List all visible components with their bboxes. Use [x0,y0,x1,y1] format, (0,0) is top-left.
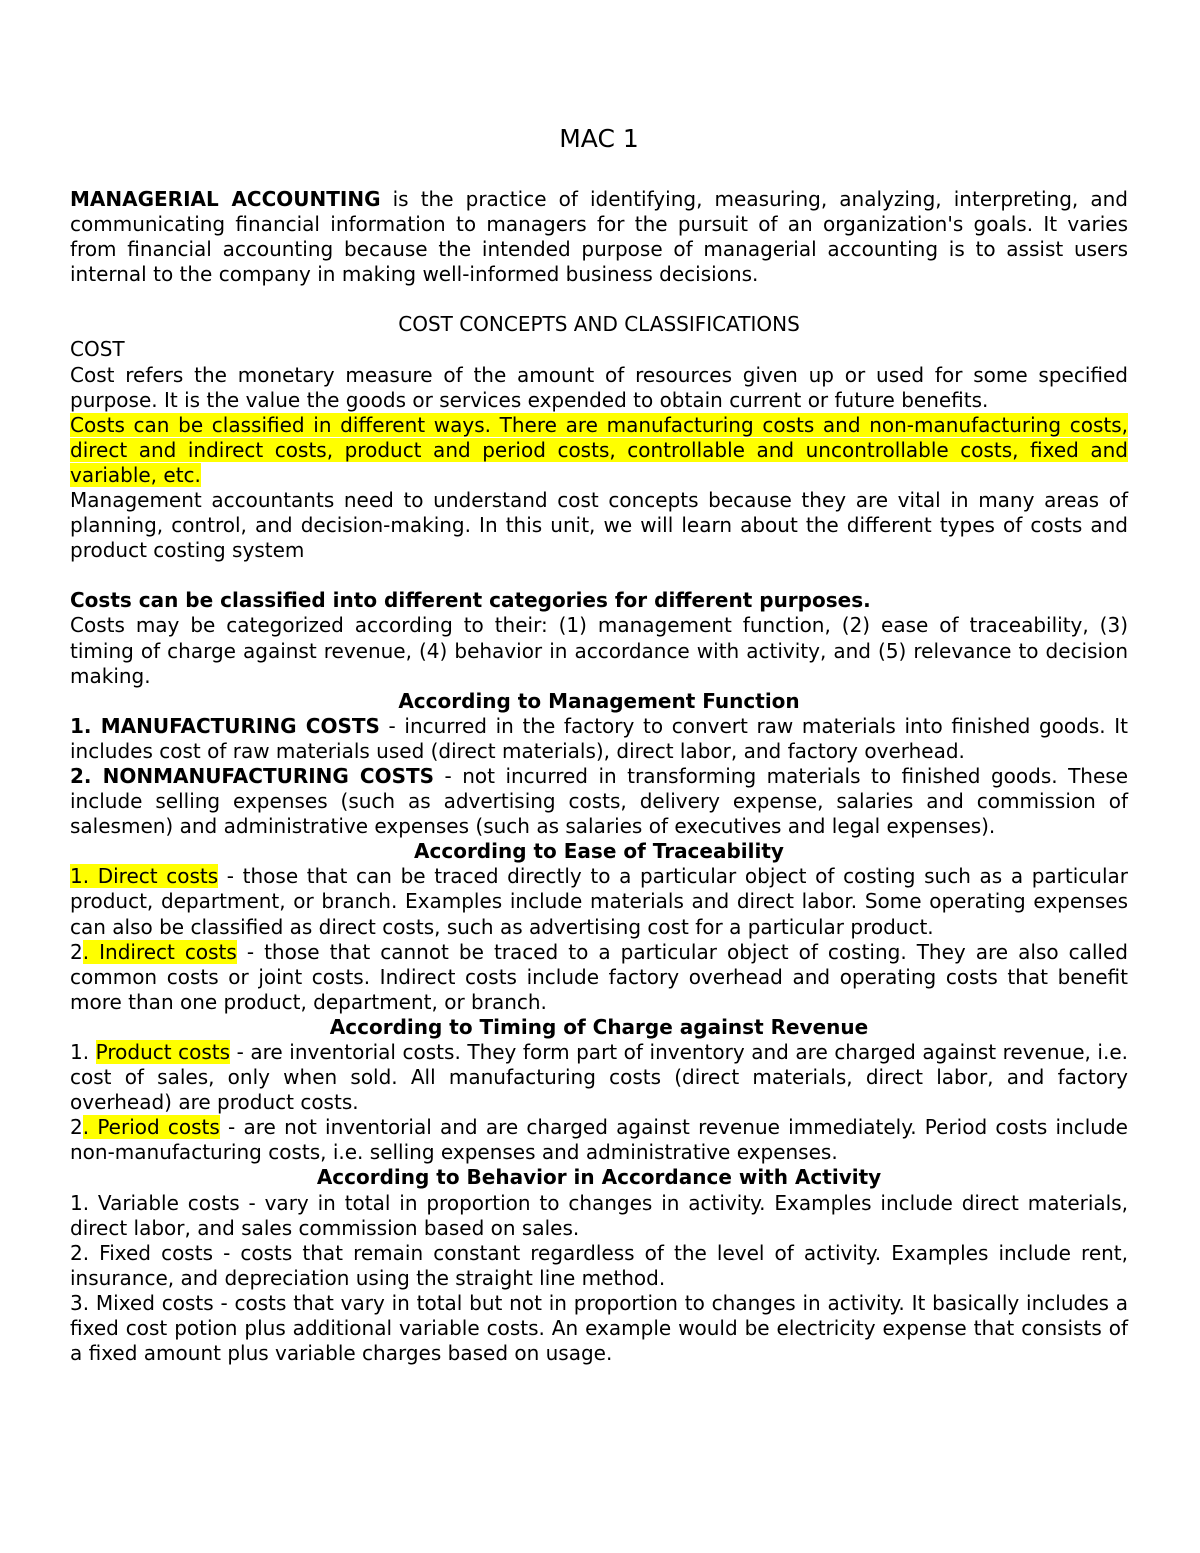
product-costs-item: 1. Product costs - are inventorial costs. They form part of inventory and are charged against revenue, i.e. cost of sales, only when sold. All manufacturing costs (direct materials, direct labor, and factory overhead) are product costs. [70,1040,1128,1115]
fixed-costs-item: 2. Fixed costs - costs that remain constant regardless of the level of activity. Examples include rent, insurance, and depreciation using the straight line method. [70,1240,1128,1290]
management-paragraph: Management accountants need to understand cost concepts because they are vital in many areas of planning, control, and decision-making. In this unit, we will learn about the different types of costs and product costing system [70,488,1128,563]
product-costs-label: Product costs [95,1040,231,1064]
indirect-costs-item: 2. Indirect costs - those that cannot be traced to a particular object of costing. They are also called common costs or joint costs. Indirect costs include factory overhead and operating costs that benefit more than one product, department, or branch. [70,939,1128,1014]
period-costs-item: 2. Period costs - are not inventorial and are charged against revenue immediately. Period costs include non-manufacturing costs, i.e. selling expenses and administrative expenses. [70,1115,1128,1165]
page-title: MAC 1 [559,124,639,153]
mixed-costs-item: 3. Mixed costs - costs that vary in total but not in proportion to changes in activity. It basically includes a fixed cost potion plus additional variable costs. An example would be electricity expense that consists of a fixed amount plus variable charges based on usage. [70,1290,1128,1366]
indirect-costs-label: . Indirect costs [82,939,237,964]
cost-heading: COST [70,337,125,362]
variable-costs-item: 1. Variable costs - vary in total in proportion to changes in activity. Examples include direct materials, direct labor, and sales commission based on sales. [70,1190,1128,1240]
intro-text: is the practice of identifying, measuring, analyzing, interpreting, and communicating financial information to managers for the pursuit of an organization's goals. It varies from financial accounting because the intended purpose of managerial accounting is to assist users internal to the company in making well-informed business decisions. [70,187,1128,287]
cost-definition: Cost refers the monetary measure of the amount of resources given up or used for some specified purpose. It is the value the goods or services expended to obtain current or future benefits. [70,362,1128,412]
behavior-heading: According to Behavior in Accordance with Activity [316,1165,882,1190]
direct-costs-item: 1. Direct costs - those that can be traced directly to a particular object of costing such as a particular product, department, or branch. Examples include materials and direct labor. Some operating expenses can also be classified as direct costs, such as advertising cost for a particular product. [70,864,1129,939]
highlighted-text: Costs can be classified in different ways. There are manufacturing costs and non-manufacturing costs, direct and indirect costs, product and period costs, controllable and uncontrollable costs, fixed and variable, etc. [70,412,1128,487]
categories-heading: Costs can be classified into different categories for different purposes. [70,588,871,613]
document-body [70,124,1128,1366]
direct-costs-label: 1. Direct costs [70,864,219,889]
nonmanufacturing-costs-label: 2. NONMANUFACTURING COSTS [70,763,435,788]
traceability-heading: According to Ease of Traceability [414,839,784,864]
management-function-heading: According to Management Function [398,688,800,713]
categories-paragraph: Costs may be categorized according to their: (1) management function, (2) ease of traceability, (3) timing of charge against revenue, (4) behavior in accordance with activity, and (5) relevance to decision making. [70,613,1128,688]
period-costs-label: . Period costs [82,1115,220,1140]
intro-paragraph [70,187,1128,287]
cost-classification-note [70,413,1128,488]
manufacturing-costs-label: 1. MANUFACTURING COSTS [70,713,380,738]
section-title: COST CONCEPTS AND CLASSIFICATIONS [398,312,800,337]
timing-heading: According to Timing of Charge against Revenue [329,1014,869,1039]
manufacturing-costs-item: 1. MANUFACTURING COSTS - incurred in the factory to convert raw materials into finished goods. It includes cost of raw materials used (direct materials), direct labor, and factory overhead. [70,713,1128,763]
intro-term: MANAGERIAL ACCOUNTING [70,187,381,211]
nonmanufacturing-costs-item: 2. NONMANUFACTURING COSTS - not incurred in transforming materials to finished goods. These include selling expenses (such as advertising costs, delivery expense, salaries and commission of salesmen) and administrative expenses (such as salaries of executives and legal expenses). [70,763,1128,839]
